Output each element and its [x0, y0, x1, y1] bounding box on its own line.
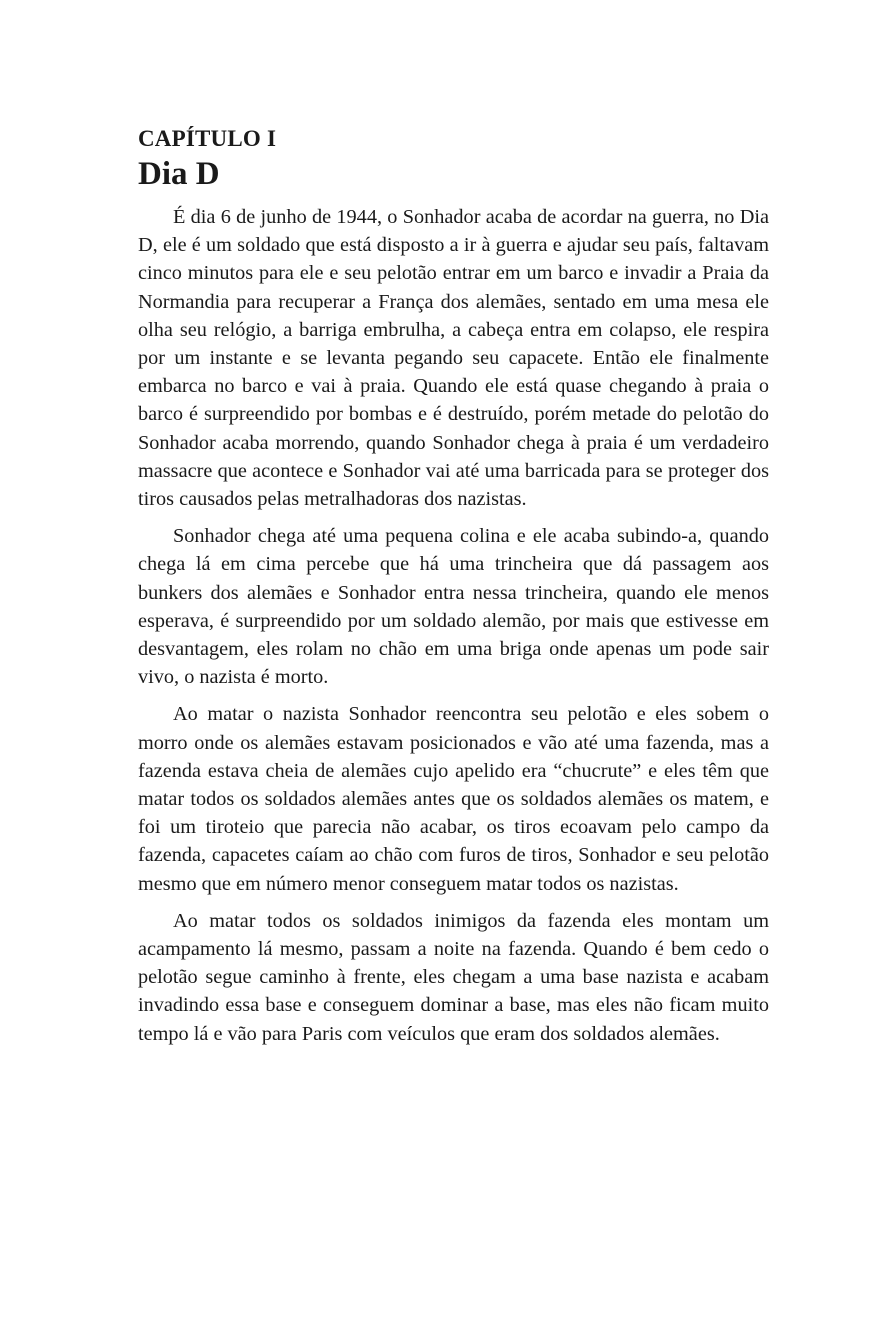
paragraph: Ao matar o nazista Sonhador reencontra seu pelotão e eles sobem o morro onde os alemães estavam posicionados e vão até uma fazenda, mas a fazenda estava cheia de alemães cujo apelido era “chucrute” e eles têm que matar todos os soldados alemães antes que os soldados alemães os matem, e foi um tiroteio que parecia não acabar, os tiros ecoavam pelo campo da fazenda, capacetes caíam ao chão com furos de tiros, Sonhador e seu pelotão mesmo que em número menor conseguem matar todos os nazistas. — [138, 703, 769, 895]
chapter-body — [138, 203, 769, 1048]
chapter-title: Dia D — [138, 156, 220, 192]
paragraph: Ao matar todos os soldados inimigos da fazenda eles montam um acampamento lá mesmo, passam a noite na fazenda. Quando é bem cedo o pelotão segue caminho à frente, eles chegam a uma base nazista e acabam invadindo essa base e conseguem dominar a base, mas eles não ficam muito tempo lá e vão para Paris com veículos que eram dos soldados alemães. — [138, 909, 769, 1045]
paragraph: Sonhador chega até uma pequena colina e ele acaba subindo-a, quando chega lá em cima percebe que há uma trincheira que dá passagem aos bunkers dos alemães e Sonhador entra nessa trincheira, quando ele menos esperava, é surpreendido por um soldado alemão, por mais que estivesse em desvantagem, eles rolam no chão em uma briga onde apenas um pode sair vivo, o nazista é morto. — [138, 525, 769, 689]
paragraph: É dia 6 de junho de 1944, o Sonhador acaba de acordar na guerra, no Dia D, ele é um soldado que está disposto a ir à guerra e ajudar seu país, faltavam cinco minutos para ele e seu pelotão entrar em um barco e invadir a Praia da Normandia para recuperar a França dos alemães, sentado em uma mesa ele olha seu relógio, a barriga embrulha, a cabeça entra em colapso, ele respira por um instante e se levanta pegando seu capacete. Então ele finalmente embarca no barco e vai à praia. Quando ele está quase chegando à praia o barco é surpreendido por bombas e é destruído, porém metade do pelotão do Sonhador acaba morrendo, quando Sonhador chega à praia é um verdadeiro massacre que acontece e Sonhador vai até uma barricada para se proteger dos tiros causados pelas metralhadoras dos nazistas. — [138, 206, 769, 511]
chapter-label: CAPÍTULO I — [138, 126, 277, 151]
book-page — [138, 124, 769, 1057]
